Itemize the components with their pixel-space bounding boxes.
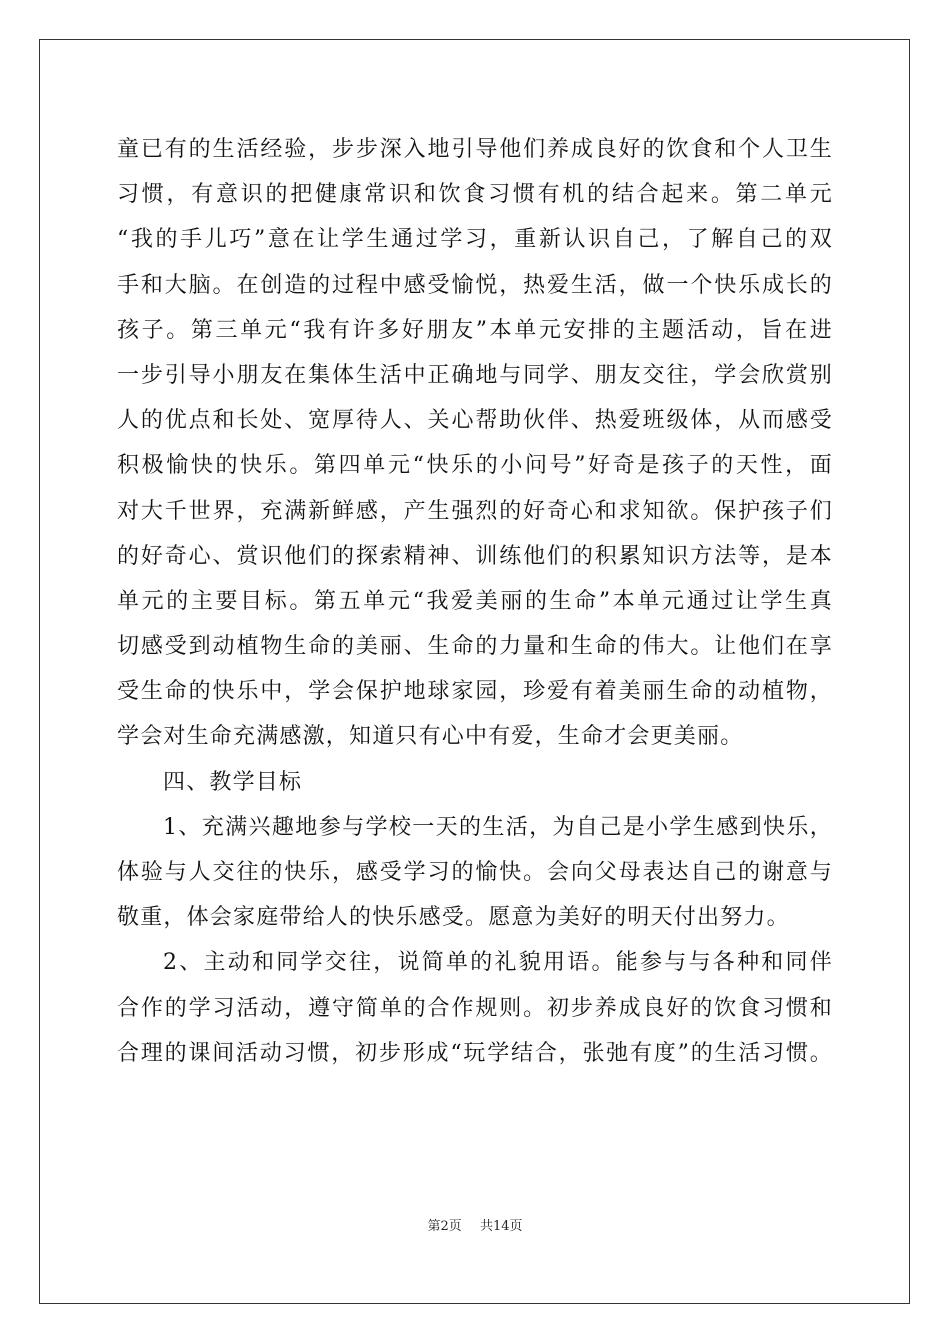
body-text-line: 习惯，有意识的把健康常识和饮食习惯有机的结合起来。第二单元 bbox=[117, 182, 833, 208]
body-text-line: “我的手儿巧”意在让学生通过学习，重新认识自己，了解自己的双 bbox=[117, 227, 833, 253]
body-text-line: 切感受到动植物生命的美丽、生命的力量和生命的伟大。让他们在享 bbox=[117, 634, 833, 660]
body-text-line: 童已有的生活经验，步步深入地引导他们养成良好的饮食和个人卫生 bbox=[117, 137, 833, 162]
section-heading: 四、教学目标 bbox=[163, 769, 303, 795]
body-text-line: 敬重，体会家庭带给人的快乐感受。愿意为美好的明天付出努力。 bbox=[117, 905, 790, 931]
body-text-line: 合作的学习活动，遵守简单的合作规则。初步养成良好的饮食习惯和 bbox=[117, 995, 833, 1021]
body-text-line: 1、充满兴趣地参与学校一天的生活，为自己是小学生感到快乐， bbox=[163, 814, 833, 840]
page-total: 共14页 bbox=[479, 1219, 523, 1234]
body-text-line: 受生命的快乐中，学会保护地球家园，珍爱有着美丽生命的动植物， bbox=[117, 679, 833, 705]
body-text-line: 对大千世界，充满新鲜感，产生强烈的好奇心和求知欲。保护孩子们 bbox=[117, 498, 833, 524]
page-number: 第2页 bbox=[427, 1219, 462, 1234]
body-text-line: 的好奇心、赏识他们的探索精神、训练他们的积累知识方法等，是本 bbox=[117, 543, 833, 569]
document-body bbox=[117, 127, 833, 1076]
body-text-line: 合理的课间活动习惯，初步形成“玩学结合，张弛有度”的生活习惯。 bbox=[117, 1040, 833, 1066]
body-text-line: 积极愉快的快乐。第四单元“快乐的小问号”好奇是孩子的天性，面 bbox=[117, 453, 833, 479]
body-text-line: 手和大脑。在创造的过程中感受愉悦，热爱生活，做一个快乐成长的 bbox=[117, 272, 833, 298]
body-text-line: 一步引导小朋友在集体生活中正确地与同学、朋友交往，学会欣赏别 bbox=[117, 362, 833, 388]
body-text-line: 2、主动和同学交往，说简单的礼貌用语。能参与与各种和同伴 bbox=[163, 950, 833, 976]
body-text-line: 单元的主要目标。第五单元“我爱美丽的生命”本单元通过让学生真 bbox=[117, 588, 833, 614]
page-footer bbox=[0, 1215, 950, 1234]
body-text-line: 人的优点和长处、宽厚待人、关心帮助伙伴、热爱班级体，从而感受 bbox=[117, 408, 833, 434]
body-text-line: 学会对生命充满感激，知道只有心中有爱，生命才会更美丽。 bbox=[117, 724, 744, 750]
body-text-line: 体验与人交往的快乐，感受学习的愉快。会向父母表达自己的谢意与 bbox=[117, 860, 833, 885]
body-text-line: 孩子。第三单元“我有许多好朋友”本单元安排的主题活动，旨在进 bbox=[117, 317, 833, 343]
